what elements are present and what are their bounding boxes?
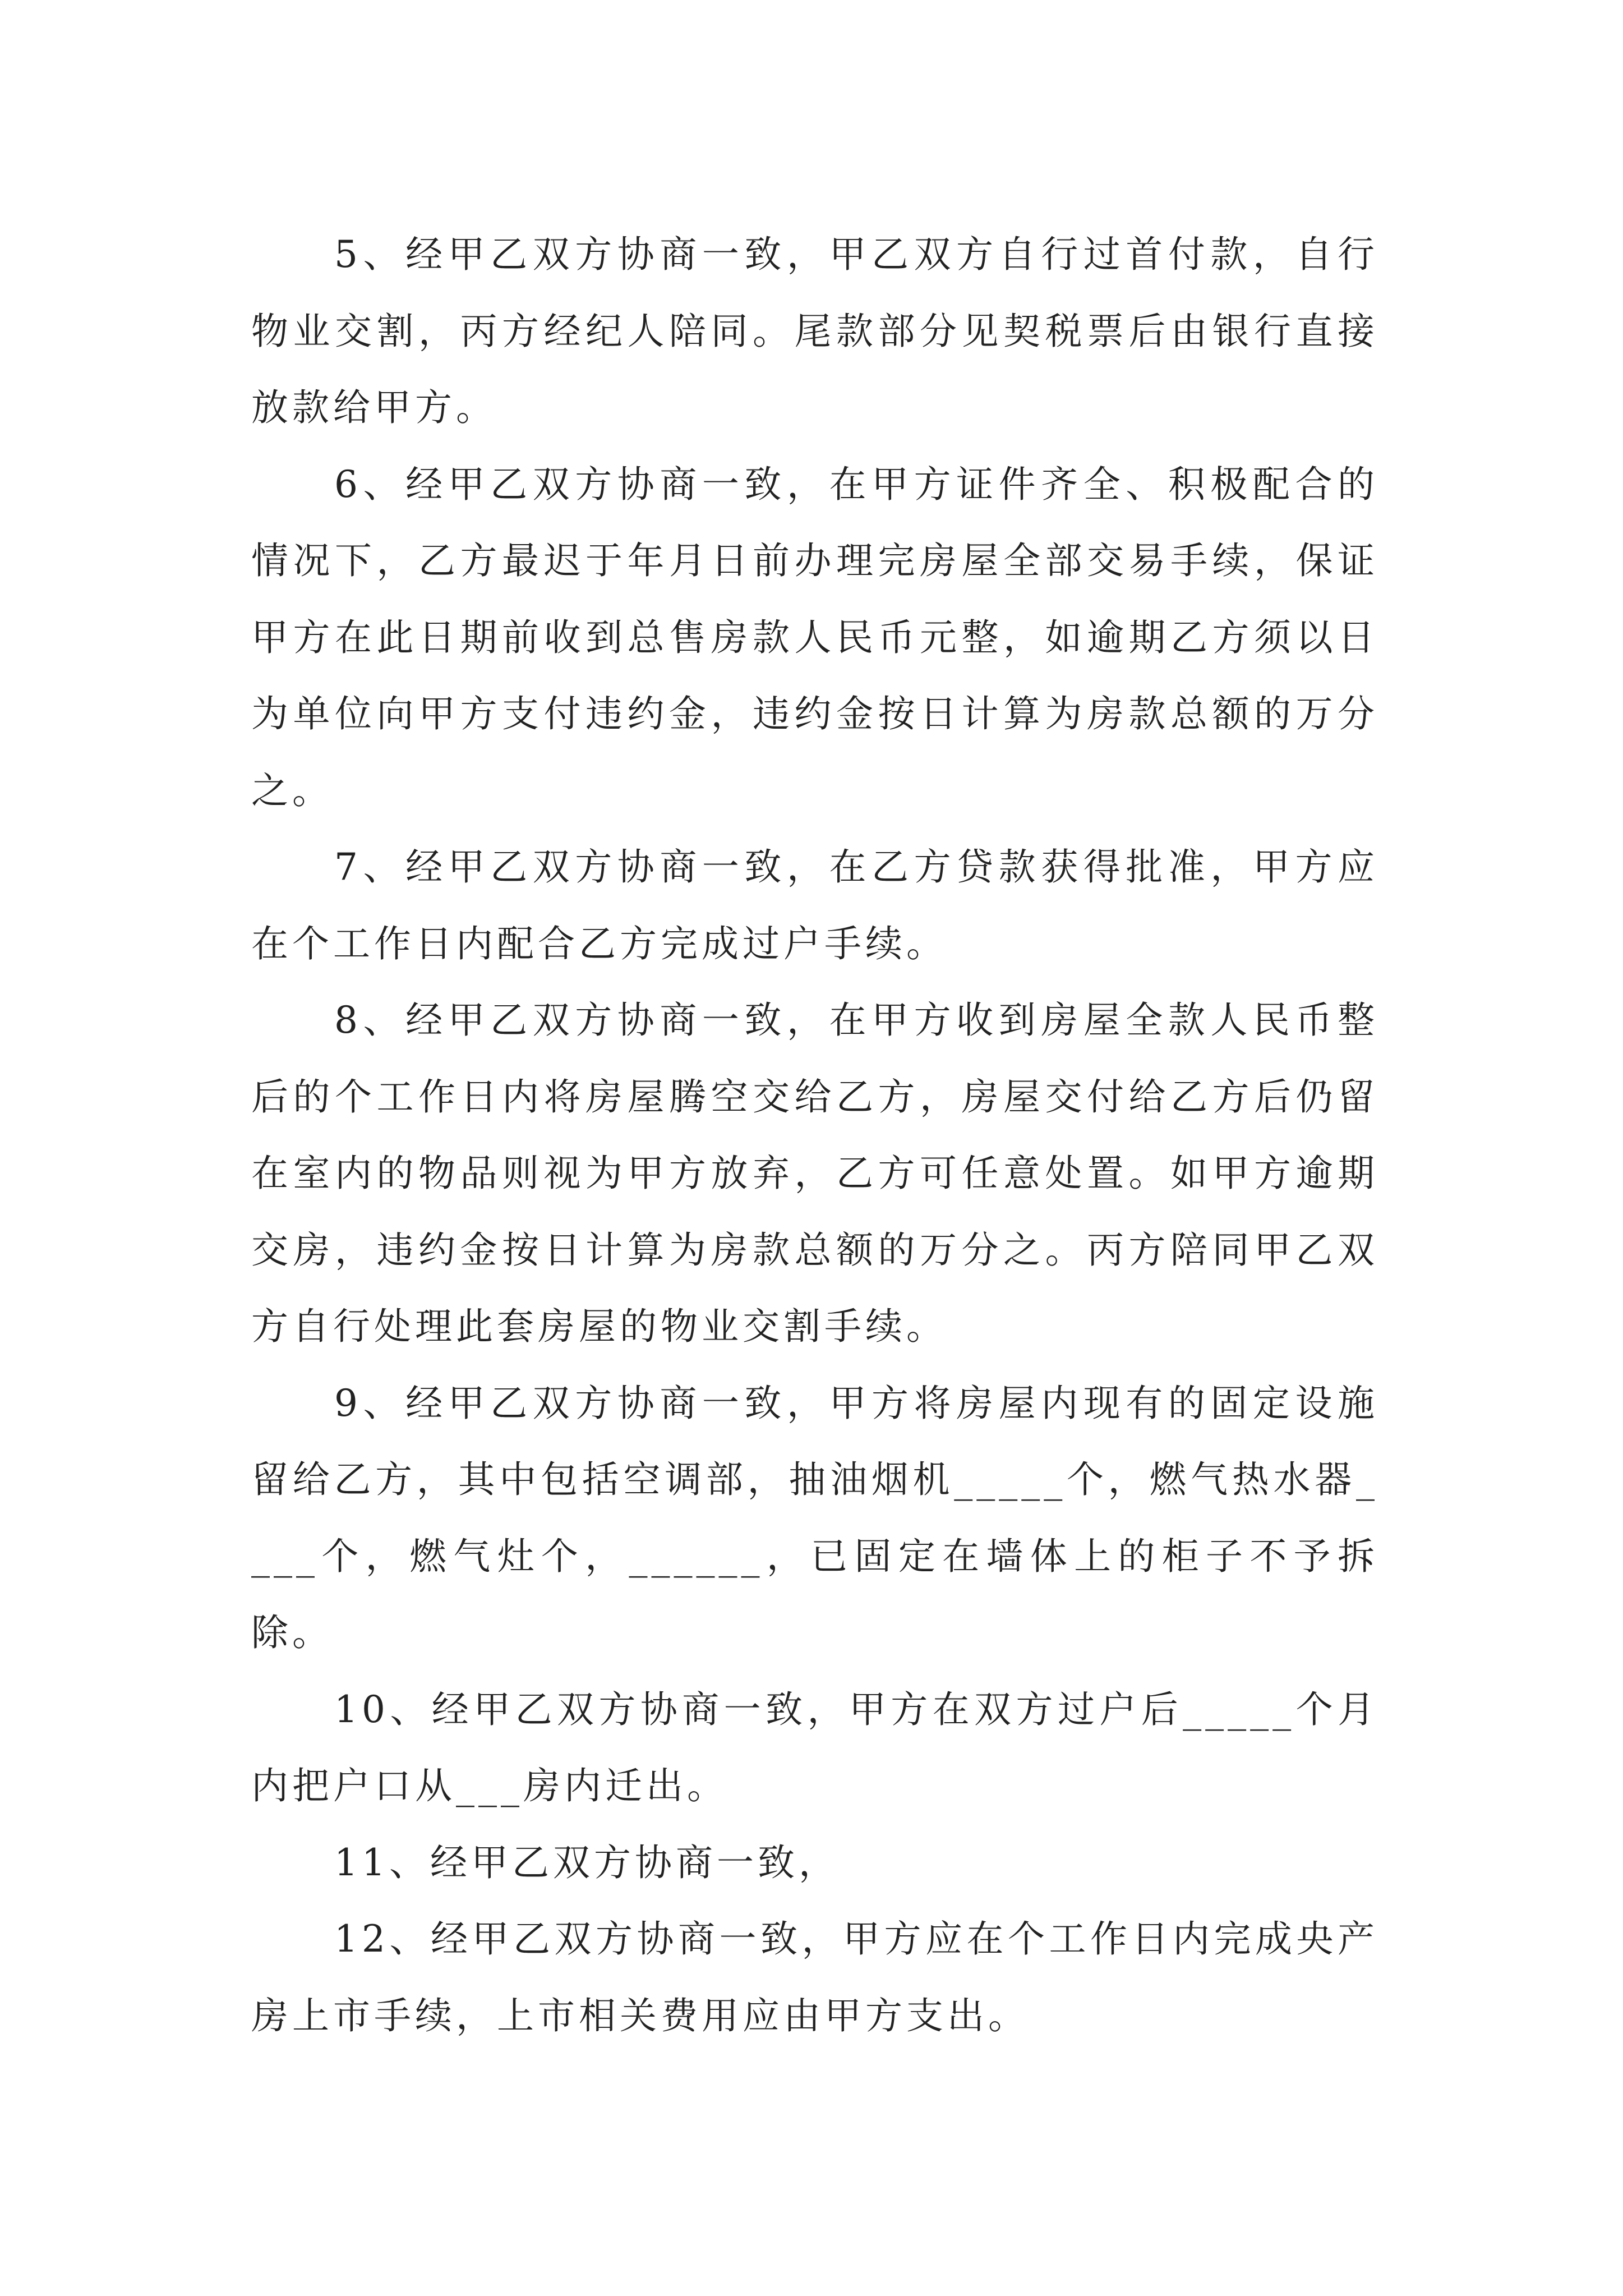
clause-12: 12、经甲乙双方协商一致，甲方应在个工作日内完成央产房上市手续，上市相关费用应由甲方支出。 <box>251 1917 1378 2037</box>
clause-5: 5、经甲乙双方协商一致，甲乙双方自行过首付款，自行物业交割，丙方经纪人陪同。尾款部分见契税票后由银行直接放款给甲方。 <box>251 233 1378 429</box>
clause-8: 8、经甲乙双方协商一致，在甲方收到房屋全款人民币整后的个工作日内将房屋腾空交给乙方，房屋交付给乙方后仍留在室内的物品则视为甲方放弃，乙方可任意处置。如甲方逾期交房，违约金按日计算为房款总额的万分之。丙方陪同甲乙双方自行处理此套房屋的物业交割手续。 <box>251 999 1378 1348</box>
clause-9: 9、经甲乙双方协商一致，甲方将房屋内现有的固定设施留给乙方，其中包括空调部，抽油烟机_____个，燃气热水器____个，燃气灶个，______，已固定在墙体上的柜子不予拆除。 <box>251 1381 1378 1654</box>
clause-7: 7、经甲乙双方协商一致，在乙方贷款获得批准，甲方应在个工作日内配合乙方完成过户手续。 <box>251 845 1378 965</box>
clause-10: 10、经甲乙双方协商一致，甲方在双方过户后_____个月内把户口从___房内迁出。 <box>251 1687 1378 1807</box>
clause-11: 11、经甲乙双方协商一致， <box>334 1841 840 1884</box>
clause-6: 6、经甲乙双方协商一致，在甲方证件齐全、积极配合的情况下，乙方最迟于年月日前办理完房屋全部交易手续，保证甲方在此日期前收到总售房款人民币元整，如逾期乙方须以日为单位向甲方支付违约金，违约金按日计算为房款总额的万分之。 <box>251 462 1378 812</box>
document-body <box>251 217 1378 2054</box>
